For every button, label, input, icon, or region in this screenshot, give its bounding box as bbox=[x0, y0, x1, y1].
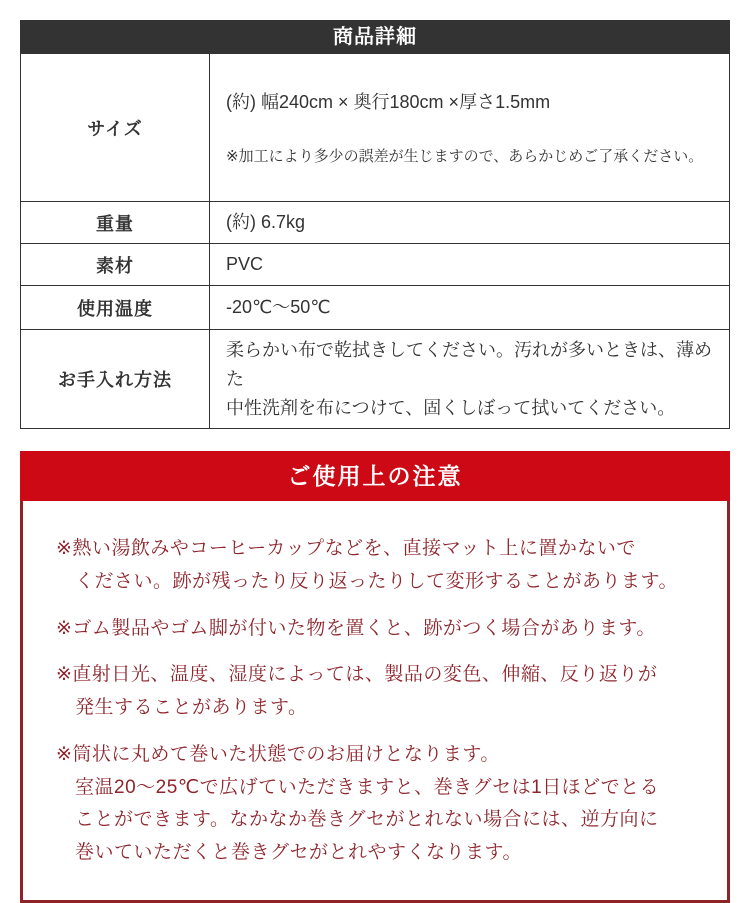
caution-item-rolled-delivery: ※筒状に丸めて巻いた状態でのお届けとなります。 室温20〜25℃で広げていただきますと、巻きグセは1日ほどでとる ことができます。なかなか巻きグセがとれない場合には、逆方向に 巻いていただくと巻きグセがとれやすくなります。 bbox=[56, 743, 660, 863]
spec-table-section bbox=[20, 20, 730, 429]
caution-item-sunlight: ※直射日光、温度、湿度によっては、製品の変色、伸縮、反り返りが 発生することがあります。 bbox=[56, 664, 658, 719]
spec-value-size-note: ※加工により多少の誤差が生じますので、あらかじめご了承ください。 bbox=[226, 147, 704, 165]
product-detail-sheet bbox=[0, 20, 750, 863]
spec-table-title: 商品詳細 bbox=[20, 20, 730, 53]
spec-value-size-main: (約) 幅240cm × 奥行180cm ×厚さ1.5mm bbox=[226, 91, 551, 112]
spec-row-care bbox=[21, 330, 730, 429]
spec-row-temperature bbox=[21, 286, 730, 330]
caution-item-rubber: ※ゴム製品やゴム脚が付いた物を置くと、跡がつく場合があります。 bbox=[56, 617, 656, 639]
spec-label-temperature: 使用温度 bbox=[21, 286, 210, 330]
spec-label-size: サイズ bbox=[21, 54, 210, 202]
spec-row-material bbox=[21, 244, 730, 286]
spec-label-care: お手入れ方法 bbox=[21, 330, 210, 429]
spec-value-care: 柔らかい布で乾拭きしてください。汚れが多いときは、薄めた 中性洗剤を布につけて、固くしぼって拭いてください。 bbox=[210, 330, 730, 429]
spec-label-material: 素材 bbox=[21, 244, 210, 286]
spec-label-weight: 重量 bbox=[21, 202, 210, 244]
caution-title: ご使用上の注意 bbox=[20, 451, 730, 501]
spec-value-size bbox=[210, 54, 730, 202]
spec-table bbox=[20, 53, 730, 429]
spec-row-size bbox=[21, 54, 730, 202]
spec-value-temperature: -20℃〜50℃ bbox=[210, 286, 730, 330]
spec-value-weight: (約) 6.7kg bbox=[210, 202, 730, 244]
caution-item-hot-cups: ※熱い湯飲みやコーヒーカップなどを、直接マット上に置かないで ください。跡が残ったり反り返ったりして変形することがあります。 bbox=[56, 538, 678, 593]
caution-body bbox=[20, 501, 730, 902]
caution-section bbox=[20, 451, 730, 902]
spec-value-material: PVC bbox=[210, 244, 730, 286]
spec-row-weight bbox=[21, 202, 730, 244]
